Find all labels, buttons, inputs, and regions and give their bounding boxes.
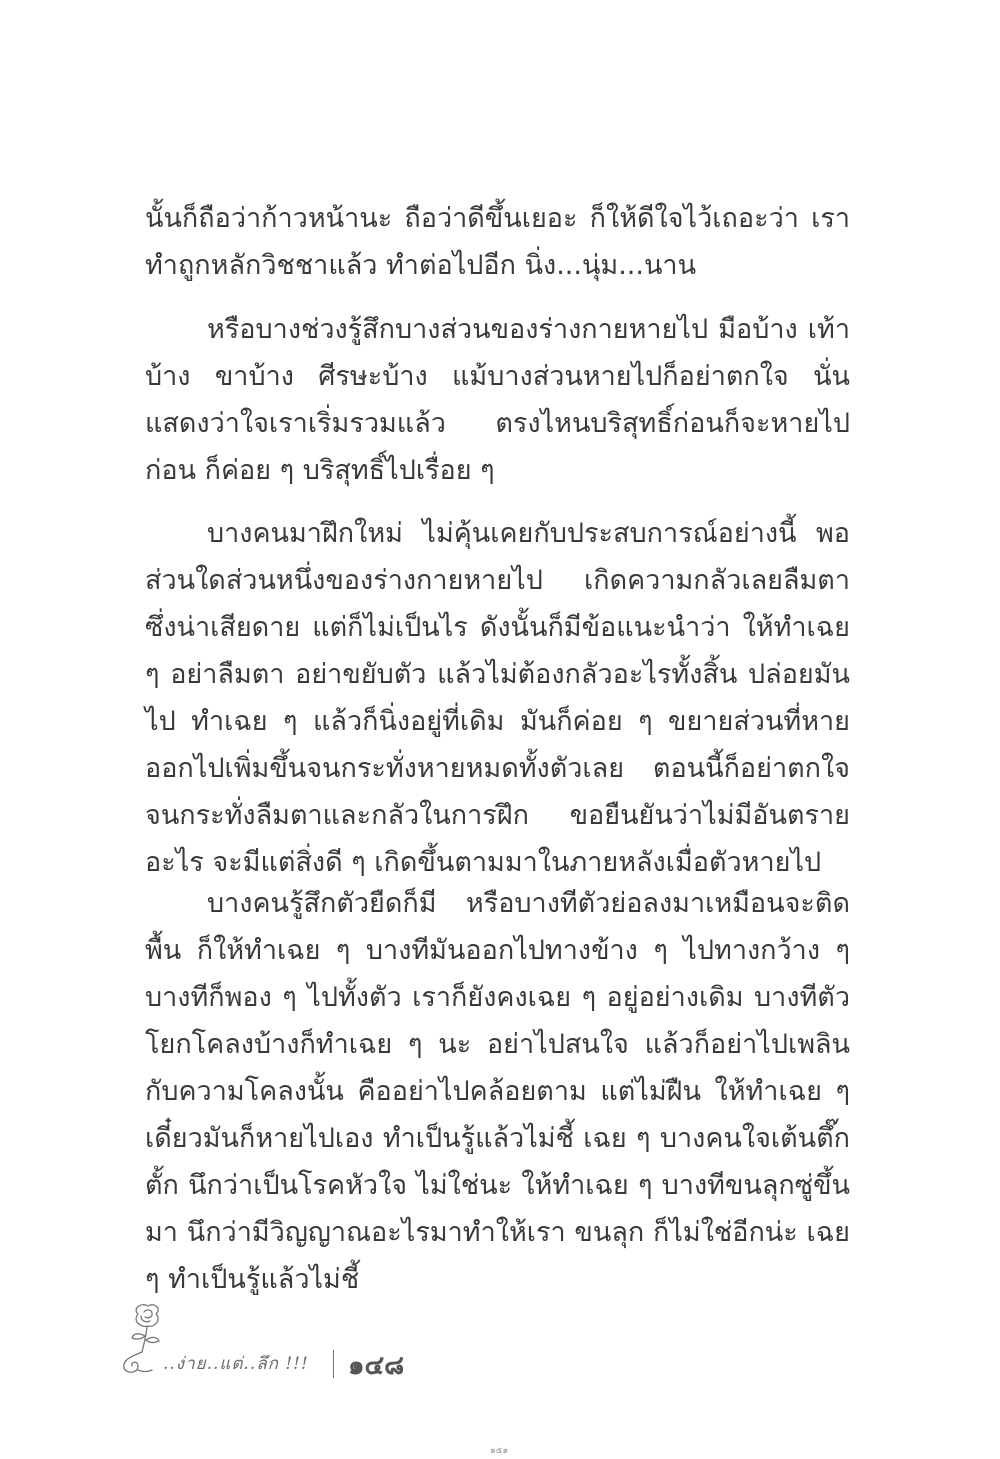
paragraph-4: บางคนรู้สึกตัวยืดก็มี หรือบางทีตัวย่อลงมาเหมือนจะติดพื้น ก็ให้ทำเฉย ๆ บางทีมันออกไปทางข้าง ๆ ไปทางกว้าง ๆ บางทีก็พอง ๆ ไปทั้งตัว เราก็ยังคงเฉย ๆ อยู่อย่างเดิม บางทีตัวโยกโคลงบ้างก็ทำเฉย ๆ นะ อย่าไปสนใจ แล้วก็อย่าไปเพลินกับความโคลงนั้น คืออย่าไปคล้อยตาม แต่ไม่ฝืน ให้ทำเฉย ๆ เดี๋ยวมันก็หายไปเอง ทำเป็นรู้แล้วไม่ชี้ เฉย ๆ บางคนใจเต้นตึ๊กตั้ก นึกว่าเป็นโรคหัวใจ ไม่ใช่นะ ให้ทำเฉย ๆ บางทีขนลุกซู่ขึ้นมา นึกว่ามีวิญญาณอะไรมาทำให้เรา ขนลุก ก็ไม่ใช่อีกน่ะ เฉย ๆ ทำเป็นรู้แล้วไม่ชี้ — [145, 888, 850, 1295]
page-number: ๑๔๘ — [348, 1351, 405, 1381]
footer-divider — [333, 1350, 334, 1378]
bottom-page-mark: ๑๕๑ — [490, 1446, 509, 1456]
paragraph-3: บางคนมาฝึกใหม่ ไม่คุ้นเคยกับประสบการณ์อย่างนี้ พอส่วนใดส่วนหนึ่งของร่างกายหายไป เกิดความกลัวเลยลืมตา ซึ่งน่าเสียดาย แต่ก็ไม่เป็นไร ดังนั้นก็มีข้อแนะนำว่า ให้ทำเฉย ๆ อย่าลืมตา อย่าขยับตัว แล้วไม่ต้องกลัวอะไรทั้งสิ้น ปล่อยมันไป ทำเฉย ๆ แล้วก็นิ่งอยู่ที่เดิม มันก็ค่อย ๆ ขยายส่วนที่หายออกไปเพิ่มขึ้นจนกระทั่งหายหมดทั้งตัวเลย ตอนนี้ก็อย่าตกใจจนกระทั่งลืมตาและกลัวในการฝึก ขอยืนยันว่าไม่มีอันตรายอะไร จะมีแต่สิ่งดี ๆ เกิดขึ้นตามมาในภายหลังเมื่อตัวหายไป — [145, 518, 850, 878]
footer-script-text: ..ง่าย..แต่..ลึก !!! — [163, 1354, 309, 1374]
paragraph-2: หรือบางช่วงรู้สึกบางส่วนของร่างกายหายไป มือบ้าง เท้าบ้าง ขาบ้าง ศีรษะบ้าง แม้บางส่วนหายไปก็อย่าตกใจ นั่นแสดงว่าใจเราเริ่มรวมแล้ว ตรงไหนบริสุทธิ์ก่อนก็จะหายไปก่อน ก็ค่อย ๆ บริสุทธิ์ไปเรื่อย ๆ — [145, 314, 850, 486]
text-block-4 — [145, 880, 850, 1303]
text-block-1 — [145, 195, 850, 289]
page-footer — [108, 1300, 428, 1390]
text-block-3 — [145, 510, 850, 886]
text-block-2 — [145, 306, 850, 494]
paragraph-1: นั้นก็ถือว่าก้าวหน้านะ ถือว่าดีขึ้นเยอะ ก็ให้ดีใจไว้เถอะว่า เราทำถูกหลักวิชชาแล้ว ทำต่อไปอีก นิ่ง...นุ่ม...นาน — [145, 203, 850, 281]
